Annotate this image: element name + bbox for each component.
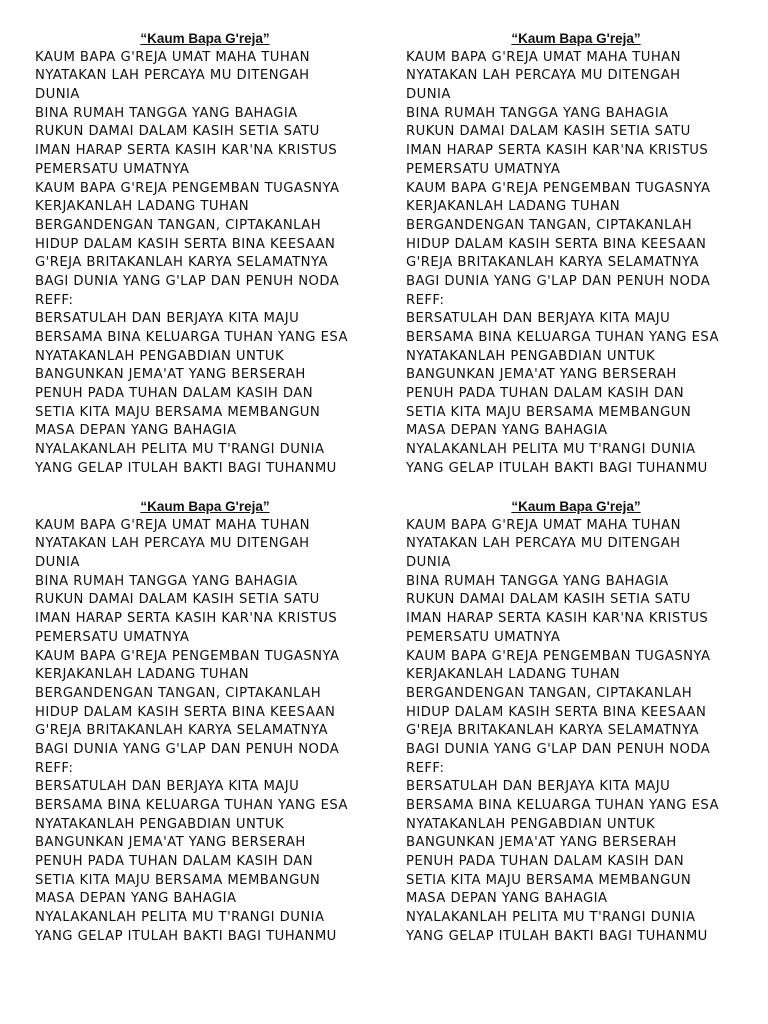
lyric-line: PENUH PADA TUHAN DALAM KASIH DAN xyxy=(406,854,685,870)
lyric-line: BERSATULAH DAN BERJAYA KITA MAJU xyxy=(406,311,671,327)
lyric-line: MASA DEPAN YANG BAHAGIA xyxy=(35,891,237,907)
lyric-line: BINA RUMAH TANGGA YANG BAHAGIA xyxy=(406,573,669,589)
lyric-line: PENUH PADA TUHAN DALAM KASIH DAN xyxy=(406,386,685,402)
lyric-line: REFF: xyxy=(406,760,445,776)
lyric-line: BINA RUMAH TANGGA YANG BAHAGIA xyxy=(35,105,298,121)
lyric-line: NYALAKANLAH PELITA MU T'RANGI DUNIA xyxy=(406,910,696,926)
song-title: “Kaum Bapa G'reja” xyxy=(511,31,641,46)
lyric-line: SETIA KITA MAJU BERSAMA MEMBANGUN xyxy=(406,872,692,888)
lyric-line: KAUM BAPA G'REJA PENGEMBAN TUGASNYA xyxy=(406,648,711,664)
lyric-line: DUNIA xyxy=(35,87,80,103)
lyric-sheet-top-left xyxy=(35,30,375,479)
lyric-line: SETIA KITA MAJU BERSAMA MEMBANGUN xyxy=(35,404,321,420)
lyric-line: BAGI DUNIA YANG G'LAP DAN PENUH NODA xyxy=(35,741,340,757)
lyric-line: NYATAKANLAH PENGABDIAN UNTUK xyxy=(406,348,656,364)
lyric-line: MASA DEPAN YANG BAHAGIA xyxy=(406,891,608,907)
lyric-line: BERSAMA BINA KELUARGA TUHAN YANG ESA xyxy=(35,330,348,345)
lyric-line: BERSAMA BINA KELUARGA TUHAN YANG ESA xyxy=(35,798,348,813)
lyric-line: NYATAKANLAH PENGABDIAN UNTUK xyxy=(35,816,285,832)
song-title: “Kaum Bapa G'reja” xyxy=(140,499,270,514)
lyric-line: NYALAKANLAH PELITA MU T'RANGI DUNIA xyxy=(35,910,325,926)
lyric-line: PEMERSATU UMATNYA xyxy=(35,629,190,645)
song-title: “Kaum Bapa G'reja” xyxy=(511,499,641,514)
lyric-line: REFF: xyxy=(406,292,445,308)
lyric-line: NYALAKANLAH PELITA MU T'RANGI DUNIA xyxy=(35,442,325,458)
lyric-line: BERGANDENGAN TANGAN, CIPTAKANLAH xyxy=(35,217,322,233)
lyric-line: BERSATULAH DAN BERJAYA KITA MAJU xyxy=(35,311,300,327)
lyric-line: BAGI DUNIA YANG G'LAP DAN PENUH NODA xyxy=(406,741,711,757)
lyric-line: KAUM BAPA G'REJA PENGEMBAN TUGASNYA xyxy=(35,180,340,196)
lyric-line: RUKUN DAMAI DALAM KASIH SETIA SATU xyxy=(35,592,320,608)
lyric-line: REFF: xyxy=(35,292,74,308)
lyric-line: IMAN HARAP SERTA KASIH KAR'NA KRISTUS xyxy=(35,143,338,159)
lyric-line: YANG GELAP ITULAH BAKTI BAGI TUHANMU xyxy=(406,460,708,476)
lyric-line: BAGI DUNIA YANG G'LAP DAN PENUH NODA xyxy=(35,273,340,289)
lyric-line: NYATAKAN LAH PERCAYA MU DITENGAH xyxy=(406,68,681,84)
lyric-line: BINA RUMAH TANGGA YANG BAHAGIA xyxy=(406,105,669,121)
lyric-line: PENUH PADA TUHAN DALAM KASIH DAN xyxy=(35,854,314,870)
lyric-line: DUNIA xyxy=(406,87,451,103)
lyric-line: BAGI DUNIA YANG G'LAP DAN PENUH NODA xyxy=(406,273,711,289)
lyric-line: RUKUN DAMAI DALAM KASIH SETIA SATU xyxy=(35,124,320,140)
lyric-line: NYATAKAN LAH PERCAYA MU DITENGAH xyxy=(35,68,310,84)
lyric-line: PENUH PADA TUHAN DALAM KASIH DAN xyxy=(35,386,314,402)
lyric-line: KERJAKANLAH LADANG TUHAN xyxy=(406,199,621,215)
lyric-sheet-bottom-left xyxy=(35,498,375,947)
lyric-line: NYATAKANLAH PENGABDIAN UNTUK xyxy=(406,816,656,832)
lyric-line: G'REJA BRITAKANLAH KARYA SELAMATNYA xyxy=(406,723,699,739)
lyric-line: KERJAKANLAH LADANG TUHAN xyxy=(406,667,621,683)
lyric-line: BERGANDENGAN TANGAN, CIPTAKANLAH xyxy=(406,217,693,233)
lyric-line: REFF: xyxy=(35,760,74,776)
lyric-line: IMAN HARAP SERTA KASIH KAR'NA KRISTUS xyxy=(406,143,709,159)
lyric-line: NYATAKAN LAH PERCAYA MU DITENGAH xyxy=(406,536,681,552)
lyric-line: NYALAKANLAH PELITA MU T'RANGI DUNIA xyxy=(406,442,696,458)
lyric-line: BANGUNKAN JEMA'AT YANG BERSERAH xyxy=(406,367,677,383)
lyric-line: MASA DEPAN YANG BAHAGIA xyxy=(406,423,608,439)
lyric-line: PEMERSATU UMATNYA xyxy=(406,161,561,177)
lyric-line: PEMERSATU UMATNYA xyxy=(35,161,190,177)
lyric-line: HIDUP DALAM KASIH SERTA BINA KEESAAN xyxy=(35,704,336,720)
lyric-line: HIDUP DALAM KASIH SERTA BINA KEESAAN xyxy=(406,236,707,252)
lyric-line: KAUM BAPA G'REJA UMAT MAHA TUHAN xyxy=(35,49,310,65)
lyric-sheet-top-right xyxy=(406,30,746,479)
lyric-sheet-bottom-right xyxy=(406,498,746,947)
lyric-line: BERGANDENGAN TANGAN, CIPTAKANLAH xyxy=(35,685,322,701)
lyric-line: BANGUNKAN JEMA'AT YANG BERSERAH xyxy=(35,835,306,851)
lyric-line: KAUM BAPA G'REJA UMAT MAHA TUHAN xyxy=(35,517,310,533)
lyric-line: DUNIA xyxy=(35,555,80,571)
lyric-line: NYATAKAN LAH PERCAYA MU DITENGAH xyxy=(35,536,310,552)
lyric-line: HIDUP DALAM KASIH SERTA BINA KEESAAN xyxy=(406,704,707,720)
lyric-line: PEMERSATU UMATNYA xyxy=(406,629,561,645)
lyric-line: KAUM BAPA G'REJA PENGEMBAN TUGASNYA xyxy=(406,180,711,196)
lyric-line: BERGANDENGAN TANGAN, CIPTAKANLAH xyxy=(406,685,693,701)
lyric-line: BANGUNKAN JEMA'AT YANG BERSERAH xyxy=(406,835,677,851)
lyric-line: BERSAMA BINA KELUARGA TUHAN YANG ESA xyxy=(406,798,719,813)
lyric-line: IMAN HARAP SERTA KASIH KAR'NA KRISTUS xyxy=(35,611,338,627)
lyric-line: DUNIA xyxy=(406,555,451,571)
song-title: “Kaum Bapa G'reja” xyxy=(140,31,270,46)
lyric-line: RUKUN DAMAI DALAM KASIH SETIA SATU xyxy=(406,124,691,140)
lyric-line: BANGUNKAN JEMA'AT YANG BERSERAH xyxy=(35,367,306,383)
lyric-line: SETIA KITA MAJU BERSAMA MEMBANGUN xyxy=(35,872,321,888)
lyric-line: G'REJA BRITAKANLAH KARYA SELAMATNYA xyxy=(35,723,328,739)
lyric-line: KERJAKANLAH LADANG TUHAN xyxy=(35,667,250,683)
lyric-line: SETIA KITA MAJU BERSAMA MEMBANGUN xyxy=(406,404,692,420)
lyric-line: KAUM BAPA G'REJA UMAT MAHA TUHAN xyxy=(406,49,681,65)
lyric-line: G'REJA BRITAKANLAH KARYA SELAMATNYA xyxy=(406,255,699,271)
lyric-line: YANG GELAP ITULAH BAKTI BAGI TUHANMU xyxy=(35,928,337,944)
lyric-line: NYATAKANLAH PENGABDIAN UNTUK xyxy=(35,348,285,364)
lyric-line: RUKUN DAMAI DALAM KASIH SETIA SATU xyxy=(406,592,691,608)
lyric-line: KAUM BAPA G'REJA UMAT MAHA TUHAN xyxy=(406,517,681,533)
lyric-line: YANG GELAP ITULAH BAKTI BAGI TUHANMU xyxy=(35,460,337,476)
lyric-line: BINA RUMAH TANGGA YANG BAHAGIA xyxy=(35,573,298,589)
lyric-line: BERSATULAH DAN BERJAYA KITA MAJU xyxy=(35,779,300,795)
lyric-line: HIDUP DALAM KASIH SERTA BINA KEESAAN xyxy=(35,236,336,252)
lyric-line: MASA DEPAN YANG BAHAGIA xyxy=(35,423,237,439)
lyric-line: G'REJA BRITAKANLAH KARYA SELAMATNYA xyxy=(35,255,328,271)
lyric-line: KERJAKANLAH LADANG TUHAN xyxy=(35,199,250,215)
lyric-line: BERSAMA BINA KELUARGA TUHAN YANG ESA xyxy=(406,330,719,345)
lyric-line: IMAN HARAP SERTA KASIH KAR'NA KRISTUS xyxy=(406,611,709,627)
lyric-line: YANG GELAP ITULAH BAKTI BAGI TUHANMU xyxy=(406,928,708,944)
lyric-line: BERSATULAH DAN BERJAYA KITA MAJU xyxy=(406,779,671,795)
lyric-line: KAUM BAPA G'REJA PENGEMBAN TUGASNYA xyxy=(35,648,340,664)
